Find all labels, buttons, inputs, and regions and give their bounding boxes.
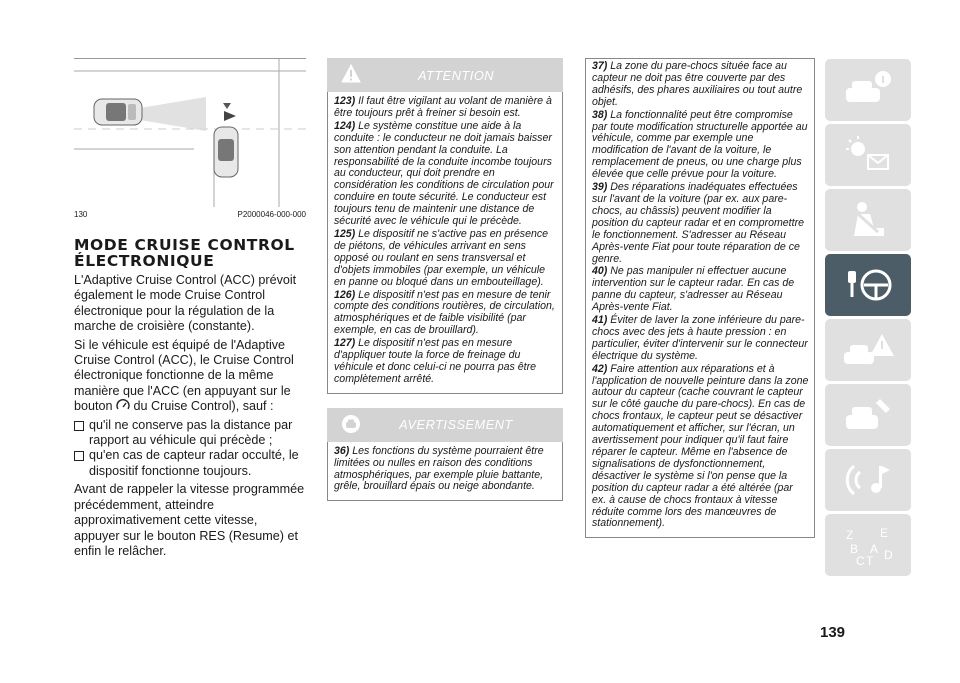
section-title: MODE CRUISE CONTROL ÉLECTRONIQUE [74,236,295,270]
note-text: Les fonctions du système pourraient être limitées ou nulles en raison des conditions atmosphériques, par exemple pluie battante, grêle, brouillard épais ou neige abondante. [334,444,544,493]
checkbox-bullet-icon [74,421,84,431]
note-number: 40) [592,265,608,278]
bullet-text: qu'en cas de capteur radar occulté, le dispositif fonctionne toujours. [89,448,299,478]
index-letter: B [850,542,859,556]
note-item [592,110,809,181]
index-letter: D [884,548,893,562]
attention-title: ATTENTION [417,67,495,83]
avertissement-box [327,408,563,502]
figure-number: 130 [74,210,88,219]
note-item [592,315,809,363]
cruise-control-icon [116,399,130,411]
intro-text: Si le véhicule est équipé de l'Adaptive Cruise Control (ACC), le Cruise Control électronique fonctionne de la même manière que l'ACC (en appuyant sur le bouton [74,337,294,414]
note-text: La fonctionnalité peut être compromise par toute modification structurelle apportée au véhicule, comme par exemple une modification de l'avant de la voiture, le remplacement de pneus, ou une charge plus élevée que celle prévue pour la voiture. [592,108,808,181]
note-number: 127) [334,337,356,350]
note-number: 126) [334,288,356,301]
note-item [592,182,809,265]
index-letters-icon [840,523,896,567]
index-letter: E [880,526,889,540]
note-number: 125) [334,227,356,240]
chapter-tabs [825,59,911,579]
intro-paragraph-2 [74,338,306,415]
car-info-icon [840,68,896,112]
note-number: 42) [592,362,608,375]
note-item [334,121,557,228]
closing-paragraph: Avant de rappeler la vitesse programmée précédemment, atteindre approximativement cette vitesse, appuyer sur le bouton RES (Resume) et enfin le relâcher. [74,482,305,558]
car-warning-icon [840,328,896,372]
note-text: Ne pas manipuler ni effectuer aucune intervention sur le capteur radar. En cas de panne du capteur, s'adresser au Réseau Après-vente Fiat. [592,265,795,314]
list-item [74,448,306,479]
attention-notes [327,92,563,394]
vehicle-side [94,99,142,125]
note-number: 39) [592,181,608,194]
lights-mail-icon [840,133,896,177]
tab-media[interactable] [825,449,911,511]
tab-lights-mail[interactable] [825,124,911,186]
note-item [592,364,809,531]
index-letter: C [856,554,865,567]
note-item [334,338,557,386]
note-text: Le dispositif n'est pas en mesure de tenir compte des conditions routières, de circulation, atmosphériques et de faible visibilité (par exemple, en cas de brouillard). [334,288,555,337]
tab-key-steering[interactable] [825,254,911,316]
note-item [592,61,809,109]
media-icon [840,458,896,502]
intro-paragraph-1: L'Adaptive Cruise Control (ACC) prévoit également le mode Cruise Control électronique pour la régulation de la marche de croisière (constante). [74,273,297,334]
index-letter: T [866,554,874,567]
attention-header [327,58,563,92]
intro-text-end: du Cruise Control), sauf : [133,399,274,414]
vehicle-crossing [214,127,238,177]
left-column [74,58,306,562]
index-letter: A [870,542,879,556]
car-caution-icon [341,414,361,434]
continued-notes [585,58,815,538]
checkbox-bullet-icon [74,451,84,461]
attention-box [327,58,563,394]
bullet-text: qu'il ne conserve pas la distance par rapport au véhicule qui précède ; [89,417,293,448]
tab-car-info[interactable] [825,59,911,121]
tab-seat-safety[interactable] [825,189,911,251]
note-item [334,96,557,120]
avertissement-header [327,408,563,442]
page-number: 139 [820,624,846,641]
note-text: Il faut être vigilant au volant de manière à être toujours prêt à freiner si besoin est. [334,95,552,119]
note-text: Le dispositif ne s'active pas en présence de piétons, de véhicules arrivant en sens opposé ou roulant en sens transversal et d'objets immobiles (par exemple, un véhicule en panne ou bloqué dans un embouteillage). [334,227,549,288]
list-item [74,418,306,449]
note-number: 124) [334,119,356,132]
figure-caption [74,210,306,219]
note-text: Éviter de laver la zone inférieure du pare-chocs avec des jets à haute pression : en particulier, éviter d'intervenir sur le connecteur électrique du système. [592,314,808,362]
note-text: Des réparations inadéquates effectuées sur l'avant de la voiture (par ex. aux pare-chocs, au châssis) peuvent modifier la position du capteur radar et en compromettre le fonctionnement. S'adresser au Réseau Après-vente Fiat pour toute réparation de ce genre. [592,181,804,265]
wrench-car-icon [840,393,896,437]
note-item [592,266,809,314]
key-steering-wheel-icon [840,263,896,307]
note-item [334,229,557,289]
note-item [334,446,557,494]
note-number: 41) [592,314,608,327]
note-number: 37) [592,60,608,72]
note-text: Le dispositif n'est pas en mesure d'appliquer toute la force de freinage du véhicule et donc celui-ci ne pourra pas être complètement arrêté. [334,337,536,385]
note-number: 123) [334,95,356,107]
tab-wrench-car[interactable] [825,384,911,446]
note-text: Faire attention aux réparations et à l'application de nouvelle peinture dans la zone autour du capteur (cache couvrant le capteur sur le côté gauche du pare-chocs). En cas de chocs frontaux, le capteur peut se désactiver automatiquement et afficher, sur l'écran, un avertissement pour indiquer qu'il faut faire réparer le capteur. Même en l'absence de signalisations de dysfonctionnement, désactiver le système si l'on pense que la position du capteur radar a été altérée (par ex. à cause de chocs frontaux à vitesse réduite comme lors des manœuvres de stationnement). [592,362,809,530]
tab-index[interactable] [825,514,911,576]
index-letter: Z [846,528,854,542]
tab-car-warning[interactable] [825,319,911,381]
note-number: 38) [592,108,608,121]
note-number: 36) [334,444,350,457]
warning-triangle-icon [341,64,361,84]
acc-illustration [74,58,306,207]
avertissement-title: AVERTISSEMENT [399,417,513,433]
middle-column [327,58,563,501]
seat-safety-icon [840,198,896,242]
road-illustration [74,59,306,207]
figure-code: P2000046-000-000 [237,210,306,219]
right-column [585,58,815,538]
note-item [334,290,557,338]
avertissement-notes [327,442,563,502]
note-text: Le système constitue une aide à la conduite : le conducteur ne doit jamais baisser son attention pendant la conduite. La responsabilité de la conduite incombe toujours au conducteur, qui doit prendre en considération les conditions de circulation pour conduire en toute sécurité. Le conducteur est toujours tenu de maintenir une distance de sécurité avec le véhicule qui le précède. [334,119,554,228]
note-text: La zone du pare-chocs située face au capteur ne doit pas être couverte par des adhésifs, des phares auxiliaires ou tout autre objet. [592,60,803,108]
